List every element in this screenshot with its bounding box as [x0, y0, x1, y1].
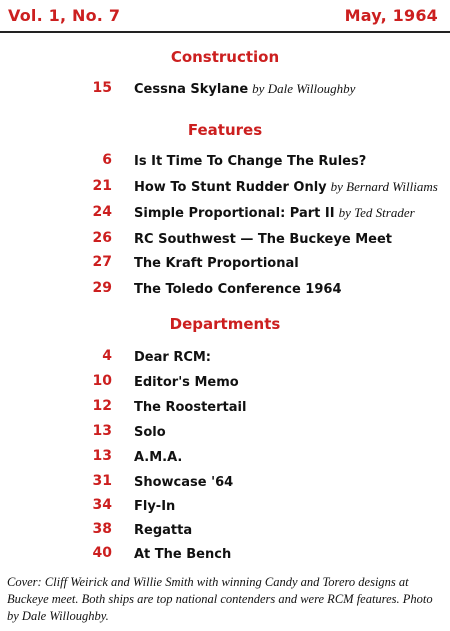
entry-title: Is It Time To Change The Rules?: [134, 154, 367, 169]
page-number: 27: [92, 254, 112, 270]
toc-entry[interactable]: [0, 150, 450, 170]
entry-title: Regatta: [134, 523, 193, 538]
page-number: 29: [92, 280, 112, 296]
issue-date: May, 1964: [344, 6, 438, 25]
page-number: 13: [92, 448, 112, 464]
entry-title: Cessna Skylane: [134, 82, 249, 97]
toc-entry[interactable]: [0, 252, 450, 272]
entry-author: by Ted Strader: [338, 205, 415, 220]
toc-entry[interactable]: [0, 371, 450, 391]
page-number: 13: [92, 423, 112, 439]
cover-caption: Cover: Cliff Weirick and Willie Smith with winning Candy and Torero designs at Buckeye meet. Both ships are top national contenders and were RCM features. Photo by Dale Willoughby.: [7, 575, 433, 623]
toc-entry[interactable]: [0, 396, 450, 416]
page-number: 31: [92, 473, 112, 489]
toc-entry[interactable]: [0, 78, 450, 98]
page-number: 6: [102, 152, 112, 168]
entry-author: by Dale Willoughby: [252, 81, 356, 96]
entry-title: The Toledo Conference 1964: [134, 282, 342, 297]
entry-title: Simple Proportional: Part II: [134, 206, 335, 221]
page-header: [0, 0, 450, 33]
toc-entry[interactable]: [0, 228, 450, 248]
issue-number: Vol. 1, No. 7: [8, 6, 121, 25]
toc-entry[interactable]: [0, 446, 450, 466]
entry-title: A.M.A.: [134, 450, 183, 465]
page-number: 4: [102, 348, 112, 364]
toc-entry[interactable]: [0, 495, 450, 515]
toc-entry[interactable]: [0, 471, 450, 491]
section-title-features: Features: [187, 121, 263, 139]
entry-title: How To Stunt Rudder Only: [134, 180, 327, 195]
page-number: 24: [92, 204, 112, 220]
page-number: 12: [92, 398, 112, 414]
entry-title: Dear RCM:: [134, 350, 212, 365]
page-number: 26: [92, 230, 112, 246]
toc-entry[interactable]: [0, 176, 450, 196]
entry-title: Solo: [134, 425, 166, 440]
entry-title: Fly-In: [134, 499, 176, 514]
entry-title: Showcase '64: [134, 475, 234, 490]
entry-title: RC Southwest — The Buckeye Meet: [134, 232, 392, 247]
section-title-construction: Construction: [170, 48, 280, 66]
entry-title: The Kraft Proportional: [134, 256, 299, 271]
page-number: 21: [92, 178, 112, 194]
toc-entry[interactable]: [0, 202, 450, 222]
entry-title: The Roostertail: [134, 400, 247, 415]
section-title-departments: Departments: [169, 315, 281, 333]
toc-entry[interactable]: [0, 519, 450, 539]
header-rule: [0, 31, 450, 33]
toc-entry[interactable]: [0, 278, 450, 298]
toc-entry[interactable]: [0, 543, 450, 563]
entry-title: Editor's Memo: [134, 375, 239, 390]
toc-entry[interactable]: [0, 421, 450, 441]
page-number: 34: [92, 497, 112, 513]
page-number: 10: [92, 373, 112, 389]
page-number: 38: [92, 521, 112, 537]
entry-author: by Bernard Williams: [330, 179, 438, 194]
toc-entry[interactable]: [0, 346, 450, 366]
entry-title: At The Bench: [134, 547, 232, 562]
page-number: 15: [92, 80, 112, 96]
page-number: 40: [92, 545, 112, 561]
